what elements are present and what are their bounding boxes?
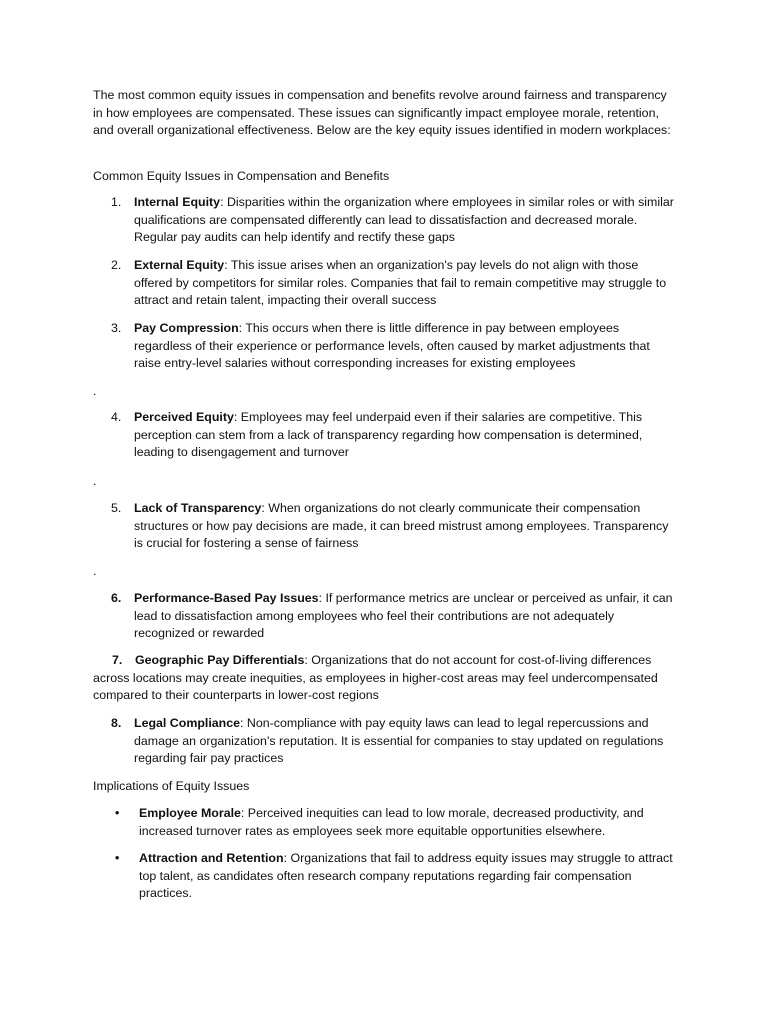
intro-paragraph: The most common equity issues in compensation and benefits revolve around fairness and transparency in how employees are compensated. These issues can significantly impact employee morale, retention, and overall organizational effectiveness. Below are the key equity issues identified in modern workplaces: [93, 88, 671, 138]
list-item [93, 500, 678, 553]
list-number: 2. [111, 258, 122, 272]
list-item-text: : If performance metrics are unclear or perceived as unfair, it can lead to dissatisfaction among employees who feel their contributions are not adequately recognized or rewarded [134, 591, 673, 641]
list-item-term: External Equity [134, 258, 225, 272]
list-item-term: Lack of Transparency [134, 501, 262, 515]
list-item [93, 194, 678, 247]
list-number: 3. [111, 321, 122, 335]
bullet-icon: • [115, 806, 120, 820]
list-number: 8. [111, 716, 122, 730]
bullet-item [93, 850, 678, 903]
list-item-text: : Employees may feel underpaid even if their salaries are competitive. This perception can stem from a lack of transparency regarding how compensation is determined, leading to disengagement and turnover [134, 410, 643, 460]
separator-dot: . [93, 474, 97, 488]
list-item-text: : This issue arises when an organization's pay levels do not align with those offered by competitors for similar roles. Companies that fail to remain competitive may struggle to attract and retain talent, impacting their overall success [134, 258, 667, 308]
separator-dot: . [93, 564, 97, 578]
list-item [93, 652, 678, 705]
list-number: 5. [111, 501, 122, 515]
list-item-term: Internal Equity [134, 195, 221, 209]
list-item-text: : Disparities within the organization where employees in similar roles or with similar qualifications are compensated differently can lead to dissatisfaction and decreased morale. Regular pay audits can help identify and rectify these gaps [134, 195, 674, 245]
list-item-text: : When organizations do not clearly communicate their compensation structures or how pay decisions are made, it can breed mistrust among employees. Transparency is crucial for fostering a sense of fairness [134, 501, 669, 551]
list-item-text: : Organizations that do not account for cost-of-living differences across locations may create inequities, as employees in higher-cost areas may feel undercompensated compared to their counterparts in lower-cost regions [93, 653, 658, 703]
list-number: 6. [111, 591, 122, 605]
list-item-term: Pay Compression [134, 321, 239, 335]
bullet-item-text: : Perceived inequities can lead to low morale, decreased productivity, and increased turnover rates as employees seek more equitable opportunities elsewhere. [139, 806, 644, 838]
bullet-icon: • [115, 851, 120, 865]
bullet-item-term: Attraction and Retention [139, 851, 284, 865]
list-item [93, 320, 678, 373]
bullet-item-term: Employee Morale [139, 806, 241, 820]
section-heading-implications: Implications of Equity Issues [93, 779, 250, 793]
bullet-item-text: : Organizations that fail to address equity issues may struggle to attract top talent, as candidates often research company reputations regarding fair compensation practices. [139, 851, 673, 901]
list-item [93, 590, 678, 643]
separator-dot: . [93, 384, 97, 398]
list-item-text: : Non-compliance with pay equity laws can lead to legal repercussions and damage an organization's reputation. It is essential for companies to stay updated on regulations regarding fair pay practices [134, 716, 664, 766]
list-item-term: Performance-Based Pay Issues [134, 591, 319, 605]
list-item-term: Geographic Pay Differentials [135, 653, 305, 667]
list-item-term: Perceived Equity [134, 410, 234, 424]
list-item-term: Legal Compliance [134, 716, 241, 730]
list-item-text: : This occurs when there is little difference in pay between employees regardless of their experience or performance levels, often caused by market adjustments that raise entry-level salaries without corresponding increases for existing employees [134, 321, 650, 371]
list-number: 4. [111, 410, 122, 424]
list-item [93, 257, 678, 310]
bullet-item [93, 805, 678, 840]
list-item [93, 409, 678, 462]
section-heading-common-equity-issues: Common Equity Issues in Compensation and Benefits [93, 169, 390, 183]
list-number: 1. [111, 195, 122, 209]
list-number: 7. [112, 653, 123, 667]
list-item [93, 715, 678, 768]
